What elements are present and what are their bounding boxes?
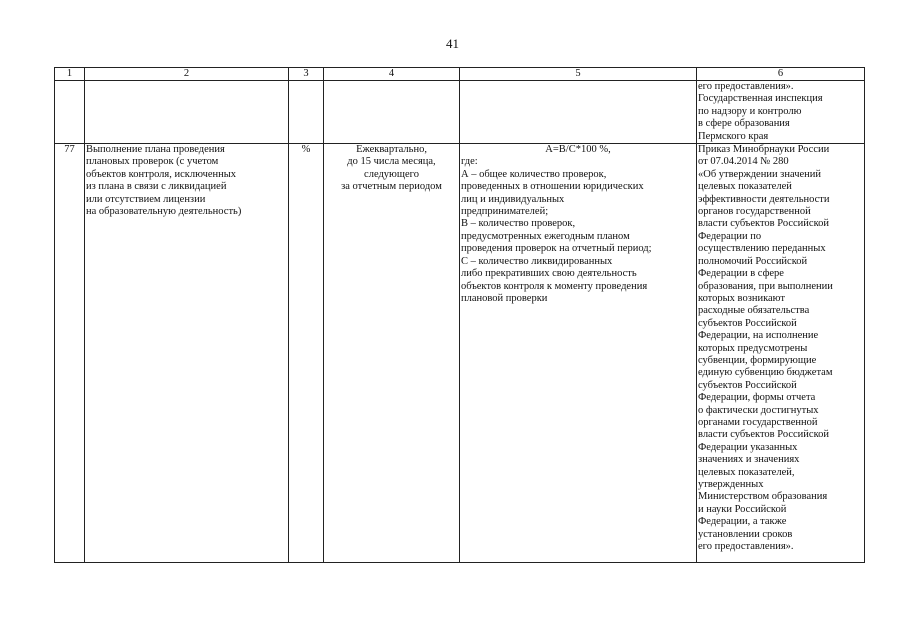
text-line: которых возникают [698, 292, 785, 304]
text-line: субвенции, формирующие [698, 354, 817, 366]
text-line: осуществлению переданных [698, 243, 826, 255]
text-line: или отсутствием лицензии [86, 193, 206, 205]
empty-cell [460, 81, 697, 144]
column-number-row [55, 68, 865, 81]
column-number: 2 [85, 68, 289, 81]
text-line: предпринимателей; [461, 206, 549, 218]
text-line: субъектов Российской [698, 379, 797, 391]
text-line: власти субъектов Российской [698, 429, 830, 441]
table-row [55, 144, 865, 563]
text-line: власти субъектов Российской [698, 218, 830, 230]
text-line: лиц и индивидуальных [461, 193, 565, 205]
text-line: образования, при выполнении [698, 280, 833, 292]
text-line: В – количество проверок, [461, 218, 576, 230]
text-line: плановых проверок (с учетом [86, 156, 219, 168]
text-line: от 07.04.2014 № 280 [698, 156, 789, 168]
text-line: Министерством образования [698, 491, 828, 503]
empty-cell [55, 81, 85, 144]
formula-title: А=В/С*100 %, [545, 144, 611, 156]
text-line: эффективности деятельности [698, 193, 830, 205]
text-line: за отчетным периодом [341, 181, 442, 193]
column-number: 1 [55, 68, 85, 81]
text-line: предусмотренных ежегодным планом [461, 230, 630, 242]
text-line: полномочий Российской [698, 255, 808, 267]
text-line: проведенных в отношении юридических [461, 181, 644, 193]
continuation-source-cell [697, 81, 865, 144]
text-line: С – количество ликвидированных [461, 255, 613, 267]
text-line: Федерации, формы отчета [698, 392, 816, 404]
text-line: Федерации в сфере [698, 268, 784, 280]
indicator-name-cell [85, 144, 289, 563]
text-line: его предоставления». [698, 81, 794, 92]
text-line: Приказ Минобрнауки России [698, 144, 830, 156]
column-number: 5 [460, 68, 697, 81]
text-line: Выполнение плана проведения [86, 144, 225, 156]
text-line: Федерации указанных [698, 441, 798, 453]
text-line: утвержденных [698, 479, 764, 490]
text-line: его предоставления». [698, 541, 794, 553]
indicators-table [54, 67, 865, 563]
text-line: до 15 числа месяца, [347, 156, 436, 168]
text-line: Федерации по [698, 230, 762, 242]
empty-cell [324, 81, 460, 144]
text-line: Пермского края [698, 130, 769, 142]
page-number: 41 [446, 36, 459, 51]
text-line: расходные обязательства [698, 305, 810, 317]
periodicity-cell [324, 144, 460, 563]
text-line: на образовательную деятельность) [86, 206, 242, 218]
empty-cell [85, 81, 289, 144]
continuation-row [55, 81, 865, 144]
formula-cell [460, 144, 697, 563]
text-line: органами государственной [698, 416, 818, 428]
text-line: установлении сроков [698, 528, 793, 540]
text-line: где: [461, 156, 478, 168]
text-line: целевых показателей [698, 181, 792, 193]
text-line: в сфере образования [698, 118, 790, 130]
empty-cell [289, 81, 324, 144]
text-line: по надзору и контролю [698, 105, 802, 117]
text-line: «Об утверждении значений [698, 168, 821, 180]
text-line: Государственная инспекция [698, 93, 823, 105]
text-line: и науки Российской [698, 503, 787, 515]
column-number: 4 [324, 68, 460, 81]
text-line: плановой проверки [461, 292, 548, 304]
column-number: 6 [697, 68, 865, 81]
text-line: либо прекративших свою деятельность [461, 268, 637, 280]
text-line: Ежеквартально, [356, 144, 427, 156]
text-line: которых предусмотрены [698, 342, 808, 354]
text-line: субъектов Российской [698, 317, 797, 329]
formula-description [461, 156, 695, 305]
text-line: единую субвенцию бюджетам [698, 367, 833, 379]
column-number: 3 [289, 68, 324, 81]
text-line: о фактически достигнутых [698, 404, 819, 416]
text-line: значениях и значениях [698, 454, 800, 466]
text-line: А – общее количество проверок, [461, 168, 607, 180]
text-line: проведения проверок на отчетный период; [461, 243, 652, 255]
unit-cell: % [289, 144, 324, 563]
text-line: объектов контроля, исключенных [86, 168, 237, 180]
text-line: Федерации, на исполнение [698, 330, 819, 342]
source-document-cell [697, 144, 865, 563]
text-line: следующего [364, 168, 419, 180]
text-line: органов государственной [698, 206, 811, 218]
row-number: 77 [55, 144, 85, 563]
text-line: из плана в связи с ликвидацией [86, 181, 227, 193]
text-line: целевых показателей, [698, 466, 795, 478]
text-line: Федерации, а также [698, 516, 787, 528]
text-line: объектов контроля к моменту проведения [461, 280, 648, 292]
